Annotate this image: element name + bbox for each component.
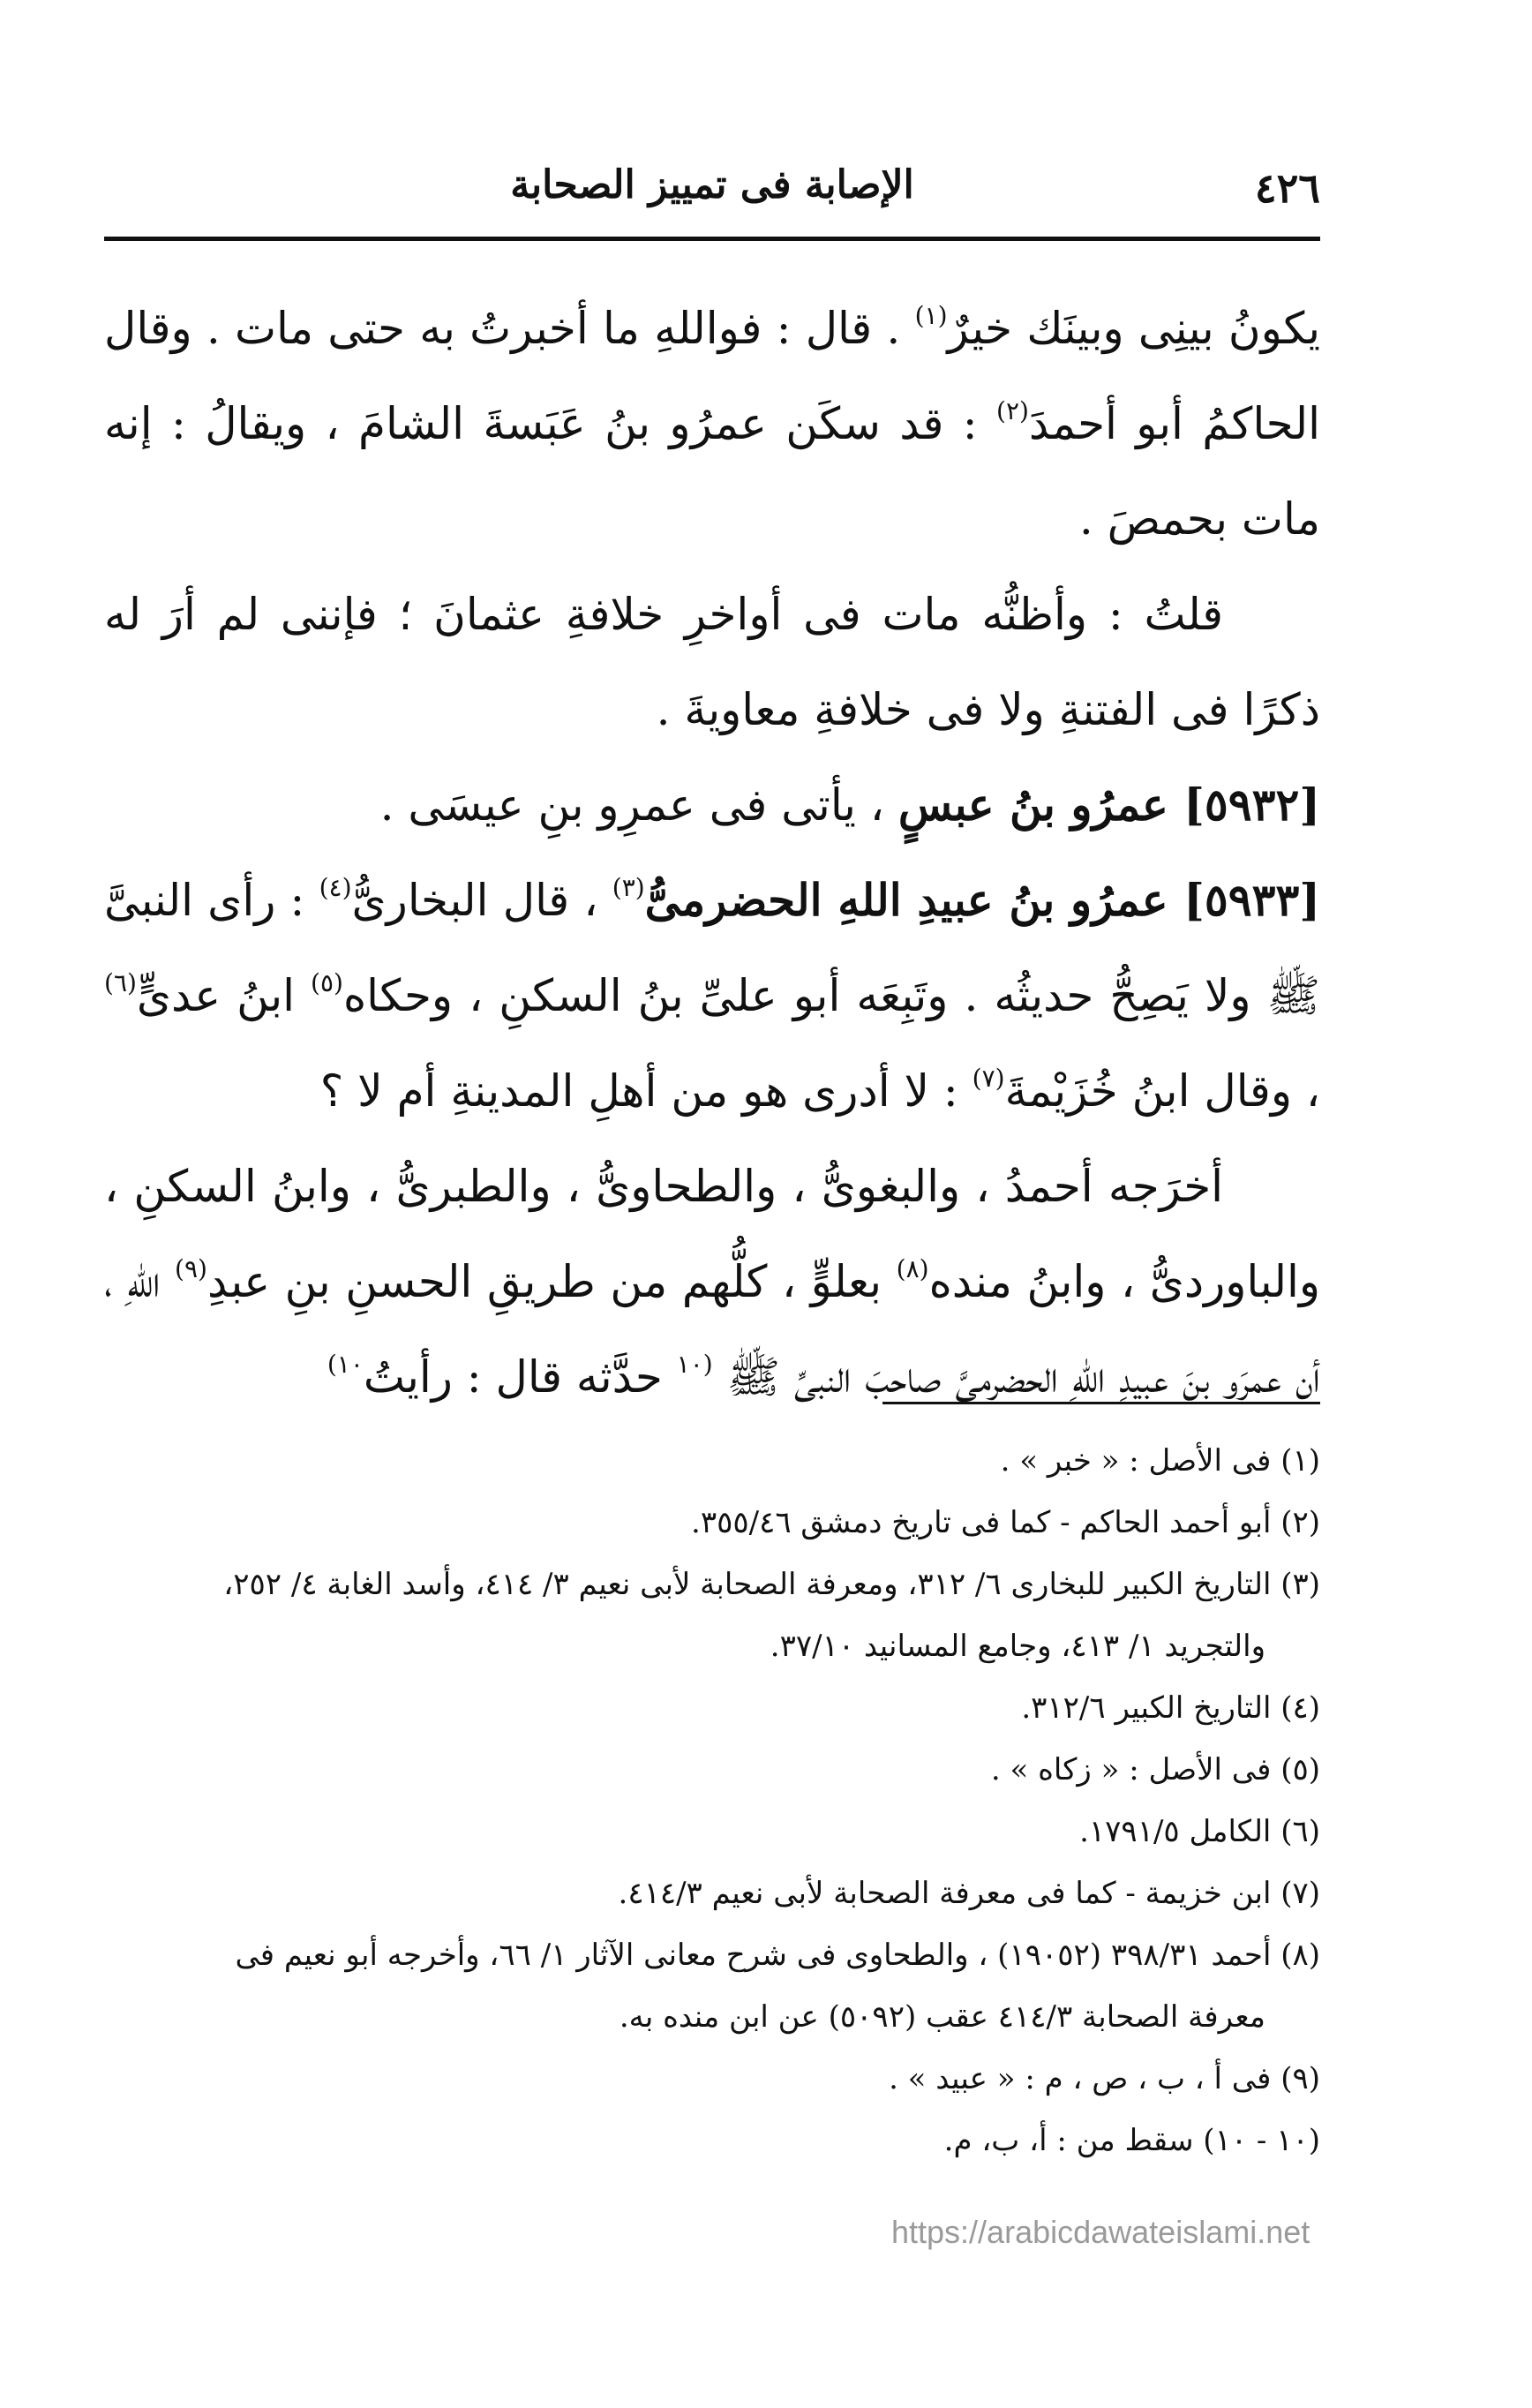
entry-5932-text: ، يأتى فى عمرِو بنِ عيسَى .: [379, 779, 898, 831]
footnote-marker-8[interactable]: (٨): [896, 1254, 929, 1283]
watermark-url: https://arabicdawateislami.net: [891, 2214, 1310, 2250]
text-run: اللهِ ، أن عمرَو بنَ عبيدِ اللهِ الحضرمىَّ صاحبَ النبىِّ ﷺ: [104, 1256, 1320, 1403]
footnote-9: (٩) فى أ ، ب ، ص ، م : « عبيد » .: [889, 2061, 1320, 2096]
footnotes: [104, 1430, 1320, 2171]
footnote-marker-10-end[interactable]: ١٠): [327, 1350, 364, 1379]
entry-5933: [104, 853, 1320, 1139]
footnote-8: (٨) أحمد ٣٩٨/٣١ (١٩٠٥٢) ، والطحاوى فى شرح معانى الآثار ١/ ٦٦، وأخرجه أبو نعيم فى: [235, 1938, 1320, 1973]
footnote-marker-7[interactable]: (٧): [972, 1064, 1005, 1093]
text-run: ، وقال ابنُ خُزَيْمةَ: [1004, 1065, 1320, 1117]
footnote-marker-1[interactable]: (١): [914, 301, 948, 330]
text-run: ابنُ عدىٍّ: [136, 970, 312, 1021]
text-run: . قال : فواللهِ ما أخبرتُ به حتى مات . وقال الحاكمُ أبو أحمدَ: [104, 303, 1320, 449]
text-run: بعلوٍّ ، كلُّهم من طريقِ الحسنِ بنِ عبدِ: [207, 1256, 897, 1307]
text-run: حدَّثه قال : رأيتُ: [363, 1351, 677, 1403]
paragraph-3: [104, 1139, 1320, 1425]
footnote-2: (٢) أبو أحمد الحاكم - كما فى تاريخ دمشق ٣٥٥/٤٦.: [691, 1505, 1320, 1540]
footnote-3-continuation: والتجريد ١/ ٤١٣، وجامع المسانيد ٣٧/١٠.: [770, 1629, 1265, 1664]
text-run: : رأى النبىَّ ﷺ ولا يَصِحُّ حديثُه . وتَبِعَه أبو علىِّ بنُ السكنِ ، وحكاه: [104, 875, 1320, 1021]
footnote-1: (١) فى الأصل : « خبر » .: [1000, 1443, 1320, 1479]
page-number: ٤٢٦: [1254, 164, 1320, 212]
paragraph-1: [104, 281, 1320, 567]
entry-5932: [104, 757, 1320, 853]
footnote-marker-6[interactable]: (٦): [104, 968, 137, 997]
footnote-marker-3[interactable]: (٣): [612, 873, 645, 902]
footnote-marker-10-start[interactable]: (١٠: [676, 1350, 713, 1379]
page-header: [104, 157, 1320, 221]
text-run: أخرَجه أحمدُ ، والبغوىُّ ، والطحاوىُّ ، والطبرىُّ ، وابنُ السكنِ ، والباوردىُّ ، وابنُ منده: [104, 1161, 1320, 1307]
header-rule: [104, 237, 1320, 241]
footnote-10: (١٠ - ١٠) سقط من : أ، ب، م.: [943, 2123, 1320, 2158]
running-title: الإصابة فى تمييز الصحابة: [510, 162, 914, 207]
footnote-5: (٥) فى الأصل : « زكاه » .: [990, 1752, 1320, 1787]
text-run: يكونُ بينِى وبينَك خيرٌ: [947, 303, 1321, 354]
footnote-3: (٣) التاريخ الكبير للبخارى ٦/ ٣١٢، ومعرفة الصحابة لأبى نعيم ٣/ ٤١٤، وأسد الغابة ٤/ ٢٥٢،: [223, 1567, 1320, 1602]
entry-5933-heading: [٥٩٣٣] عمرُو بنُ عبيدِ اللهِ الحضرمىُّ: [644, 874, 1320, 926]
footnote-4: (٤) التاريخ الكبير ٣١٢/٦.: [1021, 1690, 1320, 1726]
footnote-marker-2[interactable]: (٢): [996, 396, 1029, 425]
footnote-marker-9[interactable]: (٩): [175, 1254, 207, 1283]
text-run: : قد سكَن عمرُو بنُ عَبَسةَ الشامَ ، ويقالُ : إنه مات بحمصَ .: [104, 398, 1320, 545]
main-text: [104, 281, 1320, 1425]
footnote-7: (٧) ابن خزيمة - كما فى معرفة الصحابة لأبى نعيم ٤١٤/٣.: [618, 1876, 1320, 1911]
footnote-6: (٦) الكامل ١٧٩١/٥.: [1079, 1814, 1320, 1849]
footnote-rule: [882, 1402, 1320, 1404]
text-run: : لا أدرى هو من أهلِ المدينةِ أم لا ؟: [319, 1065, 973, 1117]
paragraph-2: قلتُ : وأظنُّه مات فى أواخرِ خلافةِ عثمانَ ؛ فإننى لم أرَ له ذكرًا فى الفتنةِ ولا فى خلافةِ معاويةَ .: [104, 589, 1320, 735]
footnote-8-continuation: معرفة الصحابة ٤١٤/٣ عقب (٥٠٩٢) عن ابن منده به.: [619, 1999, 1265, 2035]
text-run: ، قال البخارىُّ: [351, 875, 612, 926]
footnote-marker-4[interactable]: (٤): [319, 873, 352, 902]
footnote-marker-5[interactable]: (٥): [311, 968, 343, 997]
entry-5932-heading: [٥٩٣٢] عمرُو بنُ عبسٍ: [897, 779, 1320, 831]
